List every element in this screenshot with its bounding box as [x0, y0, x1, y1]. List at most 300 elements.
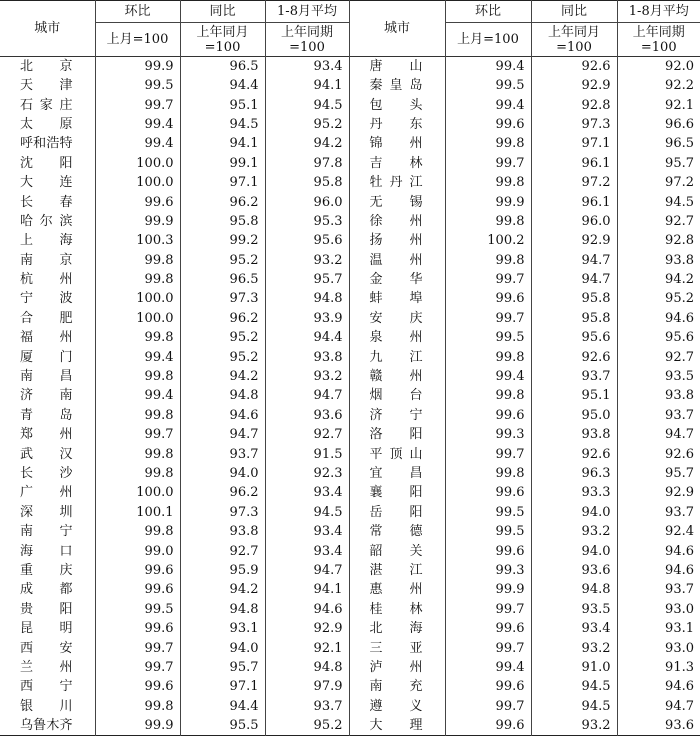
table-row: [0, 212, 700, 231]
city-name-right: 赣州: [349, 367, 445, 386]
yoy-value-right: 97.2: [531, 173, 617, 192]
mom-value-right: 99.4: [445, 658, 531, 677]
avg-value-left: 92.3: [265, 464, 349, 483]
mom-value-left: 99.5: [95, 76, 180, 95]
subheader-yoy-right-line2: =100: [556, 39, 592, 55]
mom-value-right: 99.8: [445, 134, 531, 153]
yoy-value-left: 97.3: [180, 289, 265, 308]
subheader-yoy-right-line1: 上年同月: [547, 24, 600, 40]
city-name-left: 太原: [0, 115, 95, 134]
city-name-left: 哈尔滨: [0, 212, 95, 231]
table-row: [0, 600, 700, 619]
mom-value-right: 99.6: [445, 619, 531, 638]
avg-value-right: 96.6: [617, 115, 700, 134]
yoy-value-left: 97.1: [180, 677, 265, 696]
city-name-right: 秦皇岛: [349, 76, 445, 95]
yoy-value-right: 92.8: [531, 95, 617, 114]
avg-value-left: 93.7: [265, 697, 349, 716]
avg-value-right: 94.7: [617, 425, 700, 444]
city-name-right: 九江: [349, 347, 445, 366]
yoy-value-left: 95.5: [180, 716, 265, 736]
mom-value-right: 99.7: [445, 638, 531, 657]
mom-value-right: 99.8: [445, 347, 531, 366]
mom-value-right: 99.7: [445, 270, 531, 289]
avg-value-left: 95.2: [265, 115, 349, 134]
city-name-right: 常德: [349, 522, 445, 541]
mom-value-left: 99.5: [95, 600, 180, 619]
city-name-right: 济宁: [349, 406, 445, 425]
city-name-right: 三亚: [349, 638, 445, 657]
city-name-left: 武汉: [0, 444, 95, 463]
table-row: [0, 716, 700, 736]
city-name-left: 兰州: [0, 658, 95, 677]
avg-value-right: 92.8: [617, 231, 700, 250]
subheader-mom-right: 上月=100: [445, 23, 531, 57]
yoy-value-right: 93.8: [531, 425, 617, 444]
mom-value-left: 99.9: [95, 57, 180, 77]
mom-value-right: 99.6: [445, 406, 531, 425]
avg-value-right: 92.4: [617, 522, 700, 541]
avg-value-right: 94.5: [617, 192, 700, 211]
city-name-left: 合肥: [0, 309, 95, 328]
mom-value-left: 99.4: [95, 386, 180, 405]
avg-value-left: 93.2: [265, 367, 349, 386]
avg-value-right: 93.1: [617, 619, 700, 638]
mom-value-right: 99.7: [445, 154, 531, 173]
mom-value-left: 100.1: [95, 503, 180, 522]
avg-value-left: 94.8: [265, 658, 349, 677]
table-row: [0, 522, 700, 541]
avg-value-right: 93.0: [617, 638, 700, 657]
avg-value-right: 93.6: [617, 716, 700, 736]
mom-value-left: 99.6: [95, 619, 180, 638]
yoy-value-left: 93.7: [180, 444, 265, 463]
mom-value-left: 100.0: [95, 173, 180, 192]
mom-value-left: 99.9: [95, 716, 180, 736]
mom-value-right: 99.5: [445, 76, 531, 95]
avg-value-left: 95.6: [265, 231, 349, 250]
avg-value-left: 97.8: [265, 154, 349, 173]
yoy-value-right: 93.3: [531, 483, 617, 502]
avg-value-left: 93.8: [265, 347, 349, 366]
table-row: [0, 173, 700, 192]
yoy-value-right: 93.6: [531, 561, 617, 580]
city-name-right: 徐州: [349, 212, 445, 231]
yoy-value-right: 95.6: [531, 328, 617, 347]
table-row: [0, 677, 700, 696]
city-name-right: 岳阳: [349, 503, 445, 522]
mom-value-right: 99.6: [445, 677, 531, 696]
subheader-avg-left: [265, 23, 349, 57]
yoy-value-right: 97.1: [531, 134, 617, 153]
yoy-value-left: 94.4: [180, 697, 265, 716]
table-row: [0, 76, 700, 95]
table-row: [0, 580, 700, 599]
avg-value-left: 93.4: [265, 483, 349, 502]
mom-value-left: 99.4: [95, 134, 180, 153]
yoy-value-right: 94.7: [531, 251, 617, 270]
city-name-right: 惠州: [349, 580, 445, 599]
mom-value-right: 99.9: [445, 580, 531, 599]
avg-value-right: 93.7: [617, 580, 700, 599]
mom-value-left: 99.8: [95, 367, 180, 386]
mom-value-left: 99.7: [95, 658, 180, 677]
avg-value-left: 94.7: [265, 386, 349, 405]
avg-value-left: 94.6: [265, 600, 349, 619]
yoy-value-right: 93.4: [531, 619, 617, 638]
city-name-right: 遵义: [349, 697, 445, 716]
city-name-left: 贵阳: [0, 600, 95, 619]
avg-value-right: 94.2: [617, 270, 700, 289]
yoy-value-right: 92.9: [531, 76, 617, 95]
header-avg-left: 1-8月平均: [265, 1, 349, 23]
avg-value-right: 95.6: [617, 328, 700, 347]
table-body: [0, 57, 700, 736]
yoy-value-left: 94.8: [180, 386, 265, 405]
avg-value-left: 93.4: [265, 522, 349, 541]
city-name-left: 长春: [0, 192, 95, 211]
mom-value-left: 100.0: [95, 289, 180, 308]
table-row: [0, 464, 700, 483]
yoy-value-left: 96.2: [180, 483, 265, 502]
city-name-left: 呼和浩特: [0, 134, 95, 153]
mom-value-left: 99.8: [95, 522, 180, 541]
avg-value-left: 91.5: [265, 444, 349, 463]
city-name-right: 丹东: [349, 115, 445, 134]
mom-value-right: 99.6: [445, 483, 531, 502]
city-name-right: 无锡: [349, 192, 445, 211]
mom-value-right: 99.7: [445, 600, 531, 619]
avg-value-right: 92.2: [617, 76, 700, 95]
city-name-right: 湛江: [349, 561, 445, 580]
yoy-value-left: 94.7: [180, 425, 265, 444]
yoy-value-left: 94.1: [180, 134, 265, 153]
table-row: [0, 406, 700, 425]
table-row: [0, 134, 700, 153]
avg-value-left: 95.3: [265, 212, 349, 231]
city-name-right: 安庆: [349, 309, 445, 328]
yoy-value-right: 94.0: [531, 541, 617, 560]
mom-value-left: 99.6: [95, 192, 180, 211]
table-row: [0, 115, 700, 134]
header-mom-left: 环比: [95, 1, 180, 23]
avg-value-left: 95.8: [265, 173, 349, 192]
table-row: [0, 192, 700, 211]
mom-value-right: 99.7: [445, 444, 531, 463]
yoy-value-left: 95.1: [180, 95, 265, 114]
mom-value-right: 99.5: [445, 328, 531, 347]
header-city-left: 城市: [0, 1, 95, 57]
avg-value-right: 94.6: [617, 541, 700, 560]
city-name-right: 北海: [349, 619, 445, 638]
avg-value-right: 92.0: [617, 57, 700, 77]
mom-value-right: 99.5: [445, 522, 531, 541]
city-name-left: 银川: [0, 697, 95, 716]
city-name-right: 唐山: [349, 57, 445, 77]
yoy-value-left: 94.0: [180, 638, 265, 657]
table-row: [0, 638, 700, 657]
avg-value-right: 92.1: [617, 95, 700, 114]
mom-value-left: 99.7: [95, 95, 180, 114]
city-name-left: 南昌: [0, 367, 95, 386]
mom-value-right: 99.6: [445, 716, 531, 736]
subheader-yoy-left-line2: =100: [204, 39, 241, 55]
yoy-value-right: 92.6: [531, 347, 617, 366]
avg-value-left: 93.2: [265, 251, 349, 270]
city-name-left: 天津: [0, 76, 95, 95]
table-row: [0, 697, 700, 716]
yoy-value-left: 95.2: [180, 328, 265, 347]
header-city-right: 城市: [349, 1, 445, 57]
city-name-right: 金华: [349, 270, 445, 289]
yoy-value-right: 95.8: [531, 309, 617, 328]
yoy-value-right: 94.5: [531, 697, 617, 716]
header-yoy-left: 同比: [180, 1, 265, 23]
yoy-value-right: 92.9: [531, 231, 617, 250]
mom-value-left: 99.8: [95, 270, 180, 289]
yoy-value-left: 92.7: [180, 541, 265, 560]
mom-value-right: 99.6: [445, 115, 531, 134]
yoy-value-left: 94.2: [180, 580, 265, 599]
yoy-value-left: 97.3: [180, 503, 265, 522]
avg-value-right: 93.7: [617, 503, 700, 522]
avg-value-right: 97.2: [617, 173, 700, 192]
yoy-value-left: 96.2: [180, 192, 265, 211]
city-name-left: 杭州: [0, 270, 95, 289]
mom-value-left: 99.9: [95, 212, 180, 231]
avg-value-right: 92.7: [617, 212, 700, 231]
city-name-right: 宜昌: [349, 464, 445, 483]
header-mom-right: 环比: [445, 1, 531, 23]
table-row: [0, 541, 700, 560]
avg-value-right: 93.5: [617, 367, 700, 386]
city-name-left: 长沙: [0, 464, 95, 483]
avg-value-left: 94.5: [265, 95, 349, 114]
avg-value-right: 95.2: [617, 289, 700, 308]
avg-value-right: 92.9: [617, 483, 700, 502]
mom-value-right: 99.4: [445, 367, 531, 386]
mom-value-left: 99.4: [95, 115, 180, 134]
city-name-left: 宁波: [0, 289, 95, 308]
mom-value-right: 99.4: [445, 95, 531, 114]
city-name-left: 北京: [0, 57, 95, 77]
city-name-right: 蚌埠: [349, 289, 445, 308]
avg-value-left: 93.6: [265, 406, 349, 425]
header-avg-right: 1-8月平均: [617, 1, 700, 23]
mom-value-left: 99.4: [95, 347, 180, 366]
city-name-right: 南充: [349, 677, 445, 696]
city-name-left: 青岛: [0, 406, 95, 425]
mom-value-right: 99.3: [445, 561, 531, 580]
avg-value-right: 93.7: [617, 406, 700, 425]
mom-value-right: 99.9: [445, 192, 531, 211]
mom-value-right: 100.2: [445, 231, 531, 250]
yoy-value-right: 94.7: [531, 270, 617, 289]
mom-value-left: 99.6: [95, 580, 180, 599]
city-name-right: 韶关: [349, 541, 445, 560]
mom-value-right: 99.7: [445, 309, 531, 328]
avg-value-left: 96.0: [265, 192, 349, 211]
yoy-value-left: 99.1: [180, 154, 265, 173]
city-name-left: 乌鲁木齐: [0, 716, 95, 736]
avg-value-left: 94.8: [265, 289, 349, 308]
yoy-value-right: 92.6: [531, 444, 617, 463]
table-row: [0, 154, 700, 173]
subheader-avg-left-line2: =100: [289, 39, 325, 55]
city-name-right: 牡丹江: [349, 173, 445, 192]
avg-value-right: 94.6: [617, 561, 700, 580]
mom-value-left: 99.6: [95, 677, 180, 696]
mom-value-right: 99.4: [445, 57, 531, 77]
table-row: [0, 503, 700, 522]
city-name-left: 广州: [0, 483, 95, 502]
avg-value-left: 95.7: [265, 270, 349, 289]
header-yoy-right: 同比: [531, 1, 617, 23]
mom-value-right: 99.7: [445, 697, 531, 716]
yoy-value-left: 96.5: [180, 270, 265, 289]
city-name-left: 沈阳: [0, 154, 95, 173]
yoy-value-right: 95.8: [531, 289, 617, 308]
table-row: [0, 347, 700, 366]
city-name-right: 平顶山: [349, 444, 445, 463]
yoy-value-left: 94.5: [180, 115, 265, 134]
city-name-right: 温州: [349, 251, 445, 270]
yoy-value-right: 93.5: [531, 600, 617, 619]
subheader-avg-right: [617, 23, 700, 57]
avg-value-right: 95.7: [617, 464, 700, 483]
yoy-value-left: 95.9: [180, 561, 265, 580]
yoy-value-right: 93.7: [531, 367, 617, 386]
mom-value-left: 99.0: [95, 541, 180, 560]
avg-value-right: 93.8: [617, 251, 700, 270]
subheader-avg-right-line1: 上年同期: [632, 24, 685, 40]
avg-value-right: 94.7: [617, 697, 700, 716]
mom-value-left: 100.0: [95, 154, 180, 173]
city-name-left: 福州: [0, 328, 95, 347]
table-row: [0, 386, 700, 405]
table-row: [0, 95, 700, 114]
yoy-value-right: 94.5: [531, 677, 617, 696]
city-name-left: 昆明: [0, 619, 95, 638]
subheader-avg-left-line1: 上年同期: [280, 24, 333, 40]
mom-value-right: 99.3: [445, 425, 531, 444]
city-name-left: 西宁: [0, 677, 95, 696]
avg-value-right: 94.6: [617, 309, 700, 328]
table-row: [0, 231, 700, 250]
city-name-left: 深圳: [0, 503, 95, 522]
city-name-left: 西安: [0, 638, 95, 657]
avg-value-right: 96.5: [617, 134, 700, 153]
table-row: [0, 483, 700, 502]
city-name-left: 郑州: [0, 425, 95, 444]
subheader-yoy-right: [531, 23, 617, 57]
avg-value-left: 94.1: [265, 580, 349, 599]
city-name-right: 包头: [349, 95, 445, 114]
yoy-value-left: 94.2: [180, 367, 265, 386]
avg-value-left: 94.4: [265, 328, 349, 347]
avg-value-left: 92.9: [265, 619, 349, 638]
avg-value-left: 95.2: [265, 716, 349, 736]
table-row: [0, 425, 700, 444]
avg-value-left: 93.4: [265, 57, 349, 77]
avg-value-right: 91.3: [617, 658, 700, 677]
city-name-left: 海口: [0, 541, 95, 560]
table-row: [0, 289, 700, 308]
subheader-mom-left: 上月=100: [95, 23, 180, 57]
table-row: [0, 57, 700, 77]
mom-value-left: 99.7: [95, 425, 180, 444]
mom-value-right: 99.5: [445, 503, 531, 522]
avg-value-left: 92.7: [265, 425, 349, 444]
table-header: [0, 1, 700, 57]
mom-value-right: 99.6: [445, 541, 531, 560]
mom-value-left: 99.8: [95, 444, 180, 463]
avg-value-right: 94.6: [617, 677, 700, 696]
mom-value-left: 99.8: [95, 697, 180, 716]
mom-value-right: 99.8: [445, 464, 531, 483]
city-name-right: 扬州: [349, 231, 445, 250]
mom-value-left: 99.8: [95, 328, 180, 347]
yoy-value-left: 97.1: [180, 173, 265, 192]
mom-value-left: 99.7: [95, 638, 180, 657]
avg-value-right: 92.7: [617, 347, 700, 366]
avg-value-left: 94.1: [265, 76, 349, 95]
yoy-value-right: 94.8: [531, 580, 617, 599]
avg-value-left: 92.1: [265, 638, 349, 657]
table-row: [0, 619, 700, 638]
city-name-right: 泸州: [349, 658, 445, 677]
yoy-value-right: 93.2: [531, 716, 617, 736]
yoy-value-left: 96.2: [180, 309, 265, 328]
city-name-right: 吉林: [349, 154, 445, 173]
city-name-right: 大理: [349, 716, 445, 736]
yoy-value-left: 95.8: [180, 212, 265, 231]
city-name-left: 济南: [0, 386, 95, 405]
table-row: [0, 328, 700, 347]
yoy-value-right: 93.2: [531, 638, 617, 657]
yoy-value-right: 96.3: [531, 464, 617, 483]
avg-value-right: 93.8: [617, 386, 700, 405]
yoy-value-left: 96.5: [180, 57, 265, 77]
subheader-yoy-left-line1: 上年同月: [196, 24, 249, 40]
yoy-value-left: 95.7: [180, 658, 265, 677]
yoy-value-right: 96.1: [531, 192, 617, 211]
avg-value-left: 97.9: [265, 677, 349, 696]
yoy-value-left: 93.8: [180, 522, 265, 541]
city-name-right: 泉州: [349, 328, 445, 347]
mom-value-right: 99.6: [445, 289, 531, 308]
city-name-right: 锦州: [349, 134, 445, 153]
table-row: [0, 309, 700, 328]
mom-value-left: 99.8: [95, 464, 180, 483]
avg-value-right: 93.0: [617, 600, 700, 619]
mom-value-left: 99.6: [95, 561, 180, 580]
yoy-value-left: 95.2: [180, 347, 265, 366]
avg-value-left: 94.5: [265, 503, 349, 522]
yoy-value-left: 94.0: [180, 464, 265, 483]
subheader-avg-right-line2: =100: [640, 39, 677, 55]
mom-value-left: 99.8: [95, 406, 180, 425]
mom-value-left: 100.0: [95, 309, 180, 328]
city-name-left: 重庆: [0, 561, 95, 580]
city-name-right: 襄阳: [349, 483, 445, 502]
mom-value-right: 99.8: [445, 251, 531, 270]
mom-value-left: 100.3: [95, 231, 180, 250]
avg-value-left: 93.4: [265, 541, 349, 560]
mom-value-right: 99.8: [445, 212, 531, 231]
yoy-value-right: 94.0: [531, 503, 617, 522]
city-name-left: 南宁: [0, 522, 95, 541]
